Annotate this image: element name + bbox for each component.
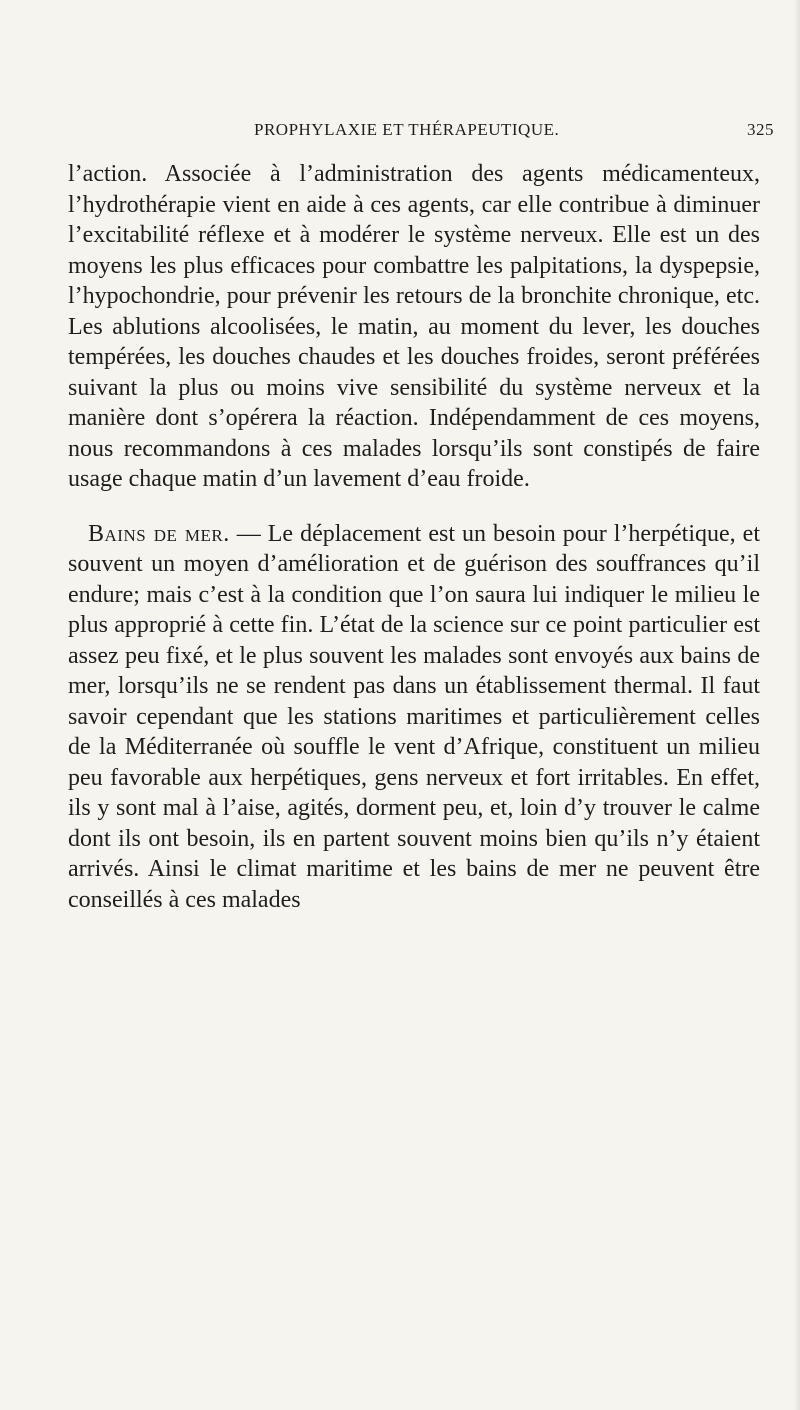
paragraph: l’action. Associée à l’administration des agents médicamenteux, l’hydrothérapie vient en aide à ces agents, car elle contribue à diminuer l’excitabilité réflexe et à modérer le système nerveux. Elle est un des moyens les plus efficaces pour combattre les palpitations, la dyspepsie, l’hypochondrie, pour prévenir les retours de la bronchite chronique, etc. Les ablutions alcoolisées, le matin, au moment du lever, les douches tempérées, les douches chaudes et les douches froides, seront préférées suivant la plus ou moins vive sensibilité du système nerveux et la manière dont s’opérera la réaction. Indépendamment de ces moyens, nous recommandons à ces malades lorsqu’ils sont constipés de faire usage chaque matin d’un lavement d’eau froide. — [68, 161, 760, 492]
page-edge — [794, 0, 800, 1410]
section-heading: Bains de mer. — [88, 520, 230, 547]
page-number: 325 — [747, 120, 774, 139]
paragraph — [68, 519, 760, 916]
paragraph-text: — Le déplacement est un besoin pour l’herpétique, et souvent un moyen d’amélioration et de guérison des souffrances qu’il endure; mais c’est à la condition que l’on saura lui indiquer le milieu le plus approprié à cette fin. L’état de la science sur ce point particulier est assez peu fixé, et le plus souvent les malades sont envoyés aux bains de mer, lorsqu’ils ne se rendent pas dans un établissement thermal. Il faut savoir cependant que les stations maritimes et particulièrement celles de la Méditerranée où souffle le vent d’Afrique, constituent un milieu peu favorable aux herpétiques, gens nerveux et fort irritables. En effet, ils y sont mal à l’aise, agités, dorment peu, et, loin d’y trouver le calme dont ils ont besoin, ils en partent souvent moins bien qu’ils n’y étaient arrivés. Ainsi le climat maritime et les bains de mer ne peuvent être conseillés à ces malades — [68, 520, 761, 913]
body-text — [68, 159, 760, 915]
running-title: PROPHYLAXIE ET THÉRAPEUTIQUE. — [254, 120, 560, 139]
page-header — [254, 120, 774, 146]
